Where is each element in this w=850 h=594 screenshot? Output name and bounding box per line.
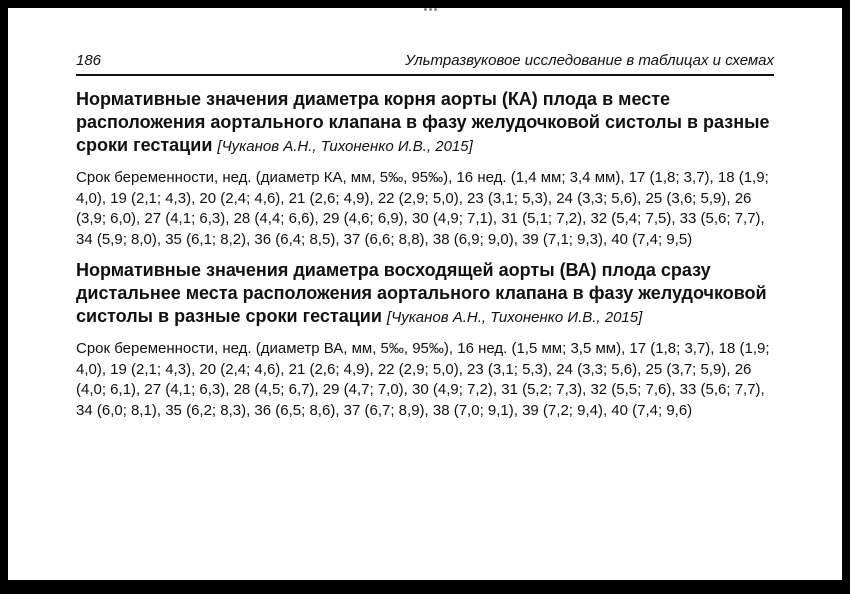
page-content: [76, 88, 776, 421]
bottom-border: [8, 580, 842, 584]
section-body: Срок беременности, нед. (диаметр КА, мм, 5‰, 95‰), 16 нед. (1,4 мм; 3,4 мм), 17 (1,8; 3,7), 18 (1,9; 4,0), 19 (2,1; 4,3), 20 (2,4; 4,6), 21 (2,6; 4,9), 22 (2,9; 5,0), 23 (3,1; 5,3), 24 (3,3; 5,6), 25 (3,6; 5,9), 26 (3,9; 6,0), 27 (4,1; 6,3), 28 (4,4; 6,6), 29 (4,6; 6,9), 30 (4,9; 7,1), 31 (5,1; 7,2), 32 (5,4; 7,5), 33 (5,6; 7,7), 34 (5,9; 8,0), 35 (6,1; 8,2), 36 (6,4; 8,5), 37 (6,6; 8,8), 38 (6,9; 9,0), 39 (7,1; 9,3), 40 (7,4; 9,5): [76, 169, 769, 248]
section-citation: [Чуканов А.Н., Тихоненко И.В., 2015]: [386, 309, 643, 326]
document-page: [8, 8, 842, 584]
section-citation: [Чуканов А.Н., Тихоненко И.В., 2015]: [217, 138, 473, 155]
section-aortic-root: [76, 88, 776, 250]
section-title: [76, 88, 776, 158]
running-header: [76, 48, 774, 76]
drag-handle-icon[interactable]: [424, 8, 442, 12]
section-title-text: Нормативные значения диаметра восходящей аорты (ВА) плода сразу дистальнее места расположения аортального клапана в фазу желудочковой систолы в разные сроки гестации: [76, 260, 767, 326]
section-title-text: Нормативные значения диаметра корня аорты (КА) плода в месте расположения аортального клапана в фазу желудочковой систолы в разные сроки гестации: [76, 89, 770, 155]
section-title: [76, 259, 776, 329]
running-title: Ультразвуковое исследование в таблицах и схемах: [405, 52, 774, 69]
page-number: 186: [76, 52, 102, 69]
section-ascending-aorta: [76, 259, 776, 421]
section-body: Срок беременности, нед. (диаметр ВА, мм, 5‰, 95‰), 16 нед. (1,5 мм; 3,5 мм), 17 (1,8; 3,7), 18 (1,9; 4,0), 19 (2,1; 4,3), 20 (2,4; 4,6), 21 (2,6; 4,9), 22 (2,9; 5,0), 23 (3,1; 5,3), 24 (3,3; 5,6), 25 (3,7; 5,9), 26 (4,0; 6,1), 27 (4,1; 6,3), 28 (4,5; 6,7), 29 (4,7; 7,0), 30 (4,9; 7,2), 31 (5,2; 7,3), 32 (5,5; 7,6), 33 (5,6; 7,7), 34 (6,0; 8,1), 35 (6,2; 8,3), 36 (6,5; 8,6), 37 (6,7; 8,9), 38 (7,0; 9,1), 39 (7,2; 9,4), 40 (7,4; 9,6): [76, 340, 770, 419]
